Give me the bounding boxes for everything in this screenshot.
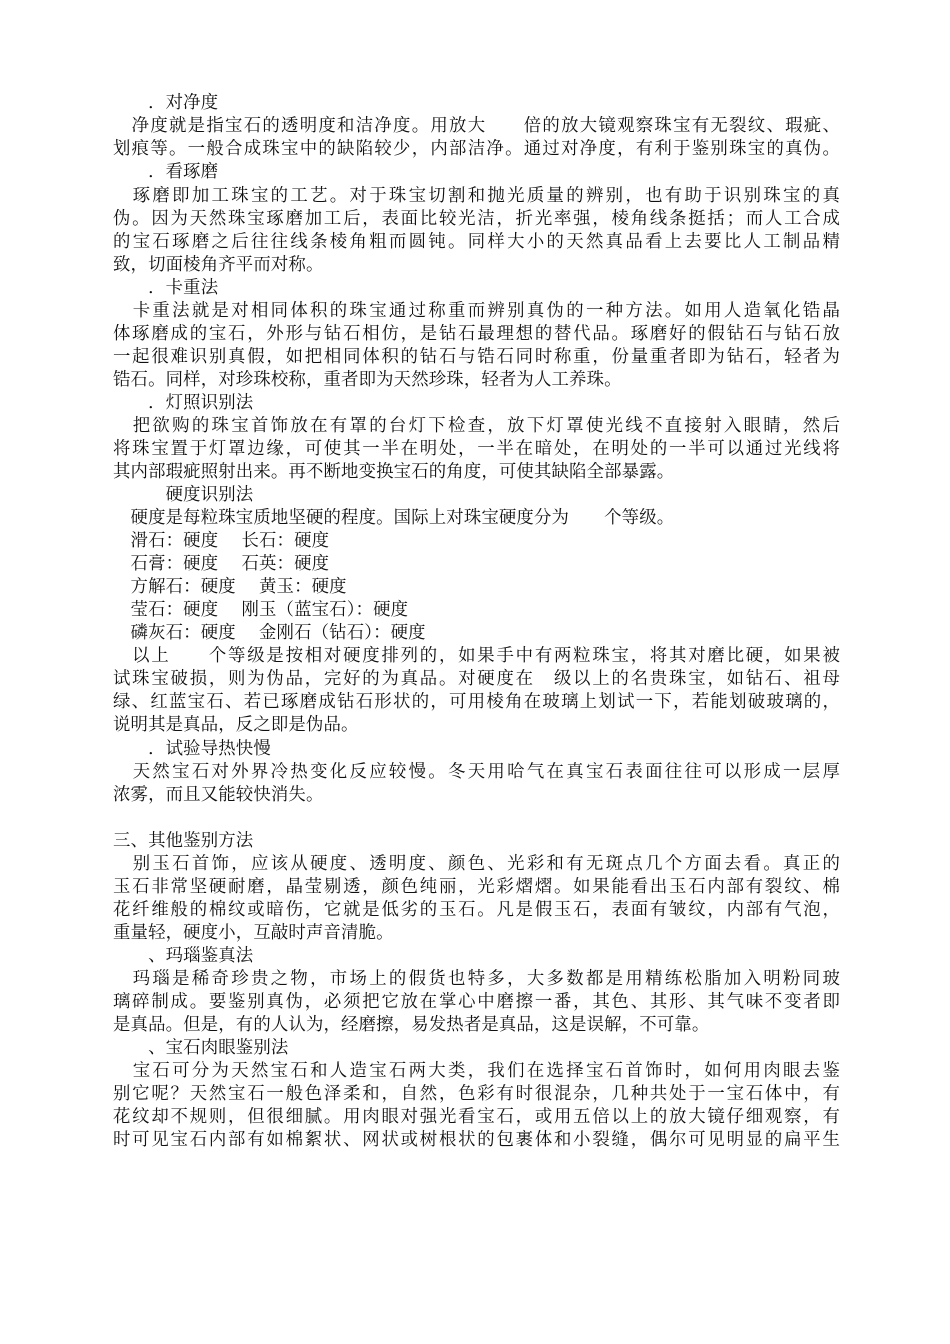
text-line: 净度就是指宝石的透明度和洁净度。用放大 倍的放大镜观察珠宝有无裂纹、瑕疵、 bbox=[113, 116, 840, 136]
text-line: 致，切面棱角齐平而对称。 bbox=[113, 255, 324, 275]
text-line: 一起很难识别真假，如把相同体积的钻石与锆石同时称重，份量重者即为钻石，轻者为 bbox=[113, 347, 840, 367]
text-line: 划痕等。一般合成珠宝中的缺陷较少，内部洁净。通过对净度，有利于鉴别珠宝的真伪。 bbox=[113, 139, 840, 159]
text-line: 硬度是每粒珠宝质地坚硬的程度。国际上对珠宝硬度分为 个等级。 bbox=[113, 508, 675, 528]
text-line: 别它呢？天然宝石一般色泽柔和，自然，色彩有时很混杂，几种共处于一宝石体中，有 bbox=[113, 1084, 840, 1104]
text-line: 将珠宝置于灯罩边缘，可使其一半在明处，一半在暗处，在明处的一半可以通过光线将 bbox=[113, 439, 840, 459]
text-line: 石膏：硬度 石英：硬度 bbox=[113, 554, 330, 574]
text-line: 是真品。但是，有的人认为，经磨擦，易发热者是真品，这是误解，不可靠。 bbox=[113, 1015, 710, 1035]
text-line: 莹石：硬度 刚玉（蓝宝石）：硬度 bbox=[113, 600, 409, 620]
text-line: 玉石非常坚硬耐磨，晶莹剔透，颜色纯丽，光彩熠熠。如果能看出玉石内部有裂纹、棉 bbox=[113, 877, 840, 897]
text-line: 说明其是真品，反之即是伪品。 bbox=[113, 715, 359, 735]
text-line: 别玉石首饰，应该从硬度、透明度、颜色、光彩和有无斑点几个方面去看。真正的 bbox=[113, 854, 840, 874]
text-line: 锆石。同样，对珍珠校称，重者即为天然珍珠，轻者为人工养珠。 bbox=[113, 370, 622, 390]
text-line: 玛瑙是稀奇珍贵之物，市场上的假货也特多，大多数都是用精练松脂加入明粉同玻 bbox=[113, 969, 840, 989]
text-line: 以上 个等级是按相对硬度排列的，如果手中有两粒珠宝，将其对磨比硬，如果被 bbox=[113, 646, 840, 666]
text-line: 卡重法就是对相同体积的珠宝通过称重而辨别真伪的一种方法。如用人造氧化锆晶 bbox=[113, 301, 840, 321]
text-line: 时可见宝石内部有如棉絮状、网状或树根状的包裹体和小裂缝，偶尔可见明显的扁平生 bbox=[113, 1130, 840, 1150]
blank-line bbox=[113, 806, 840, 830]
text-line: ．灯照识别法 bbox=[113, 393, 254, 413]
text-line: 花纹却不规则，但很细腻。用肉眼对强光看宝石，或用五倍以上的放大镜仔细观察，有 bbox=[113, 1107, 840, 1127]
text-line: 天然宝石对外界冷热变化反应较慢。冬天用哈气在真宝石表面往往可以形成一层厚 bbox=[113, 762, 840, 782]
text-line: 试珠宝破损，则为伪品，完好的为真品。对硬度在 级以上的名贵珠宝，如钻石、祖母 bbox=[113, 669, 840, 689]
text-line: 宝石可分为天然宝石和人造宝石两大类，我们在选择宝石首饰时，如何用肉眼去鉴 bbox=[113, 1061, 840, 1081]
text-line: 的宝石琢磨之后往往线条棱角粗而圆钝。同样大小的天然真品看上去要比人工制品精 bbox=[113, 232, 840, 252]
text-line: 琢磨即加工珠宝的工艺。对于珠宝切割和抛光质量的辨别，也有助于识别珠宝的真 bbox=[113, 186, 840, 206]
text-line: 其内部瑕疵照射出来。再不断地变换宝石的角度，可使其缺陷全部暴露。 bbox=[113, 462, 675, 482]
text-line: 、宝石肉眼鉴别法 bbox=[113, 1038, 289, 1058]
text-line: 磷灰石：硬度 金刚石（钻石）：硬度 bbox=[113, 623, 426, 643]
text-line: 方解石：硬度 黄玉：硬度 bbox=[113, 577, 347, 597]
text-line: 花纤维般的棉纹或暗伤，它就是低劣的玉石。凡是假玉石，表面有皱纹，内部有气泡， bbox=[113, 900, 840, 920]
text-line: ．试验导热快慢 bbox=[113, 739, 271, 759]
text-line: ．卡重法 bbox=[113, 278, 219, 298]
text-line: ．对净度 bbox=[113, 93, 219, 113]
text-line: ．看琢磨 bbox=[113, 162, 219, 182]
text-line: 伪。因为天然珠宝琢磨加工后，表面比较光洁，折光率强，棱角线条挺括；而人工合成 bbox=[113, 209, 840, 229]
text-line: 硬度识别法 bbox=[113, 485, 254, 505]
text-line: 浓雾，而且又能较快消失。 bbox=[113, 785, 324, 805]
text-line: 把欲购的珠宝首饰放在有罩的台灯下检查，放下灯罩使光线不直接射入眼睛，然后 bbox=[113, 416, 840, 436]
text-line: 、玛瑙鉴真法 bbox=[113, 946, 254, 966]
text-line: 重量轻，硬度小，互敲时声音清脆。 bbox=[113, 923, 394, 943]
text-line: 璃碎制成。要鉴别真伪，必须把它放在掌心中磨擦一番，其色、其形、其气味不变者即 bbox=[113, 992, 840, 1012]
text-line: 体琢磨成的宝石，外形与钻石相仿，是钻石最理想的替代品。琢磨好的假钻石与钻石放 bbox=[113, 324, 840, 344]
text-line: 三、其他鉴别方法 bbox=[113, 831, 254, 851]
text-line: 绿、红蓝宝石、若已琢磨成钻石形状的，可用棱角在玻璃上划试一下，若能划破玻璃的， bbox=[113, 692, 840, 712]
text-line: 滑石：硬度 长石：硬度 bbox=[113, 531, 330, 551]
